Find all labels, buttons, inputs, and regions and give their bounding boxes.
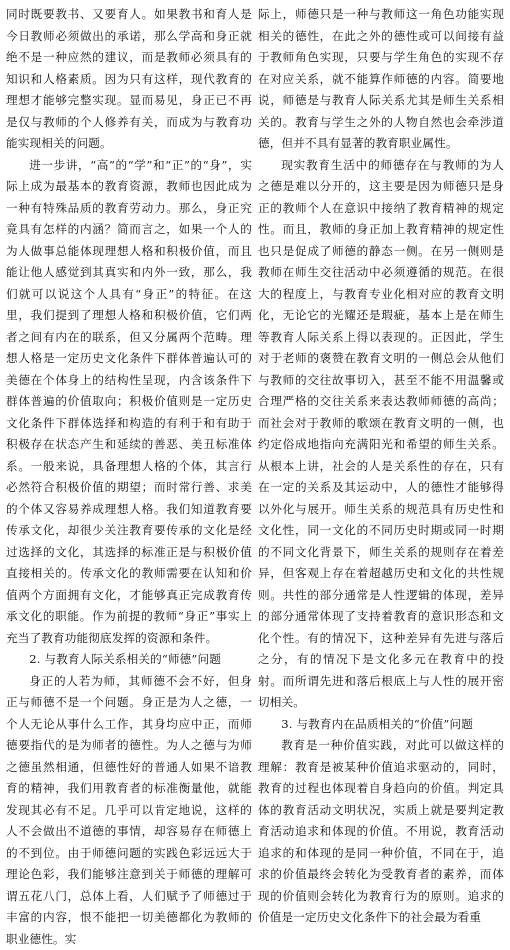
section-heading: 2. 与教育人际关系相关的“师德”问题 [6, 649, 252, 671]
section-heading: 3. 与教育内在品质相关的“价值”问题 [258, 714, 504, 736]
left-column [6, 4, 252, 694]
paragraph: 教育是一种价值实践，对此可以做这样的理解：教育是被某种价值追求驱动的，同时，教育的过程也体现着自身趋向的价值。判定具体的教育活动文明状况，实质上就是要判定教育活动追求和体现的价值。不用说，教育活动追求的和体现的是同一种价值，不同在于，追求的价值最终会转化为受教育者的素养，而体现的价值则会转化为教育行为的原则。追求的价值是一定历史文化条件下的社会最为看重 [258, 735, 504, 929]
paragraph: 现实教育生活中的师德存在与教师的为人之德是难以分开的，这主要是因为师德只是身正的教师个人在意识中接纳了教育精神的规定性。而且，教师的身正加上教育精神的规定性也只是促成了师德的静态一侧。在另一侧则是教师在师生交往活动中必须遵循的规范。在很大的程度上，与教育专业化相对应的教育文明化，无论它的光耀还是瑕疵，基本上是在师生等教育人际关系上得以表现的。正因此，学生对于老师的褒赞在教育文明的一侧总会从他们与教师的交往故事切入，甚至不能不用温馨或合理严格的交往关系来表达教师师德的高尚；而社会对于教师的歌颂在教育文明的一侧，也约定俗成地指向充满阳光和希望的师生关系。从根本上讲，社会的人是关系性的存在，只有在一定的关系及其运动中，人的德性才能够得以外化与展开。师生关系的规范具有历史性和文化性，同一文化的不同历史时期或同一时期的不同文化背景下，师生关系的规则存在着差异，但客观上存在着超越历史和文化的共性规则。共性的部分通常是人性逻辑的体现，差异的部分通常体现了支持着教育的意识形态和文化个性。有的情况下，这种差异有先进与落后之分，有的情况下是文化多元在教育中的投射。而所谓先进和落后根底上与人性的展开密切相关。 [258, 155, 504, 714]
paragraph: 身正的人若为师，其师德不会不好，但身正与师德不是一个问题。身正是为人之德，一个人无论从事什么工作，其身均应中正，而师德要指代的是为师者的德性。为人之德与为师之德虽然相通，但德性好的普通人如果不谙教育的精神，我们用教育者的标准衡量他，就能发现其必有不足。几乎可以肯定地说，这样的人不会做出不道德的事情，却容易存在师德上的不到位。由于师德问题的实践色彩远远大于理论色彩，我们能够注意到关于师德的理解可谓五花八门，总体上看，人们赋予了师德过于丰富的内容，恨不能把一切美德都化为教师的职业德性。实 [6, 671, 252, 950]
paragraph: 际上，师德只是一种与教师这一角色功能实现相关的德性，在此之外的德性或可以间接有益于教师角色实现，只要与学生角色的实现不存在对应关系，就不能算作师德的内容。简要地说，师德是与教育人际关系尤其是师生关系相关的。教育与学生之外的人物自然也会牵涉道德，但并不具有显著的教育职业属性。 [258, 4, 504, 155]
paragraph: 同时既要教书、又要育人。如果教书和育人是今日教师必须做出的承诺，那么学高和身正就绝不是一种应然的建议，而是教师必须具有的知识和人格素质。因为只有这样，现代教育的理想才能够完整实现。显而易见，身正已不再是仅与教师的个人修养有关，而成为与教育功能实现相关的问题。 [6, 4, 252, 155]
paragraph: 进一步讲，“高”的“学”和“正”的“身”，实际上成为最基本的教育资源，教师也因此成为一种有特殊品质的教育劳动力。那么，身正究竟具有怎样的内涵？简而言之，如果一个人的为人做事总能体现理想人格和积极价值，而且能让他人感觉到其真实和内外一致，那么，我们就可以说这个人具有“身正”的特征。在这里，我们提到了理想人格和积极价值，它们两者之间有内在的联系，但又分属两个范畴。理想人格是一定历史文化条件下群体普遍认可的美德在个体身上的结构性呈现，内含该条件下群体普遍的价值取向；积极价值则是一定历史文化条件下群体选择和构造的有利于和有助于积极存在状态产生和延续的善恶、美丑标准体系。一般来说，具备理想人格的个体，其言行必然符合积极价值的期望；而时常行善、求美的个体又容易养成理想人格。我们知道教育要传承文化，却很少关注教育要传承的文化是经过选择的文化，其选择的标准正是与积极价值直接相关的。传承文化的教师需要在认知和价值两个方面拥有文化，才能够真正完成教育传承文化的职能。作为前提的教师“身正”事实上充当了教育功能彻底发挥的资源和条件。 [6, 155, 252, 650]
right-column [258, 4, 504, 694]
